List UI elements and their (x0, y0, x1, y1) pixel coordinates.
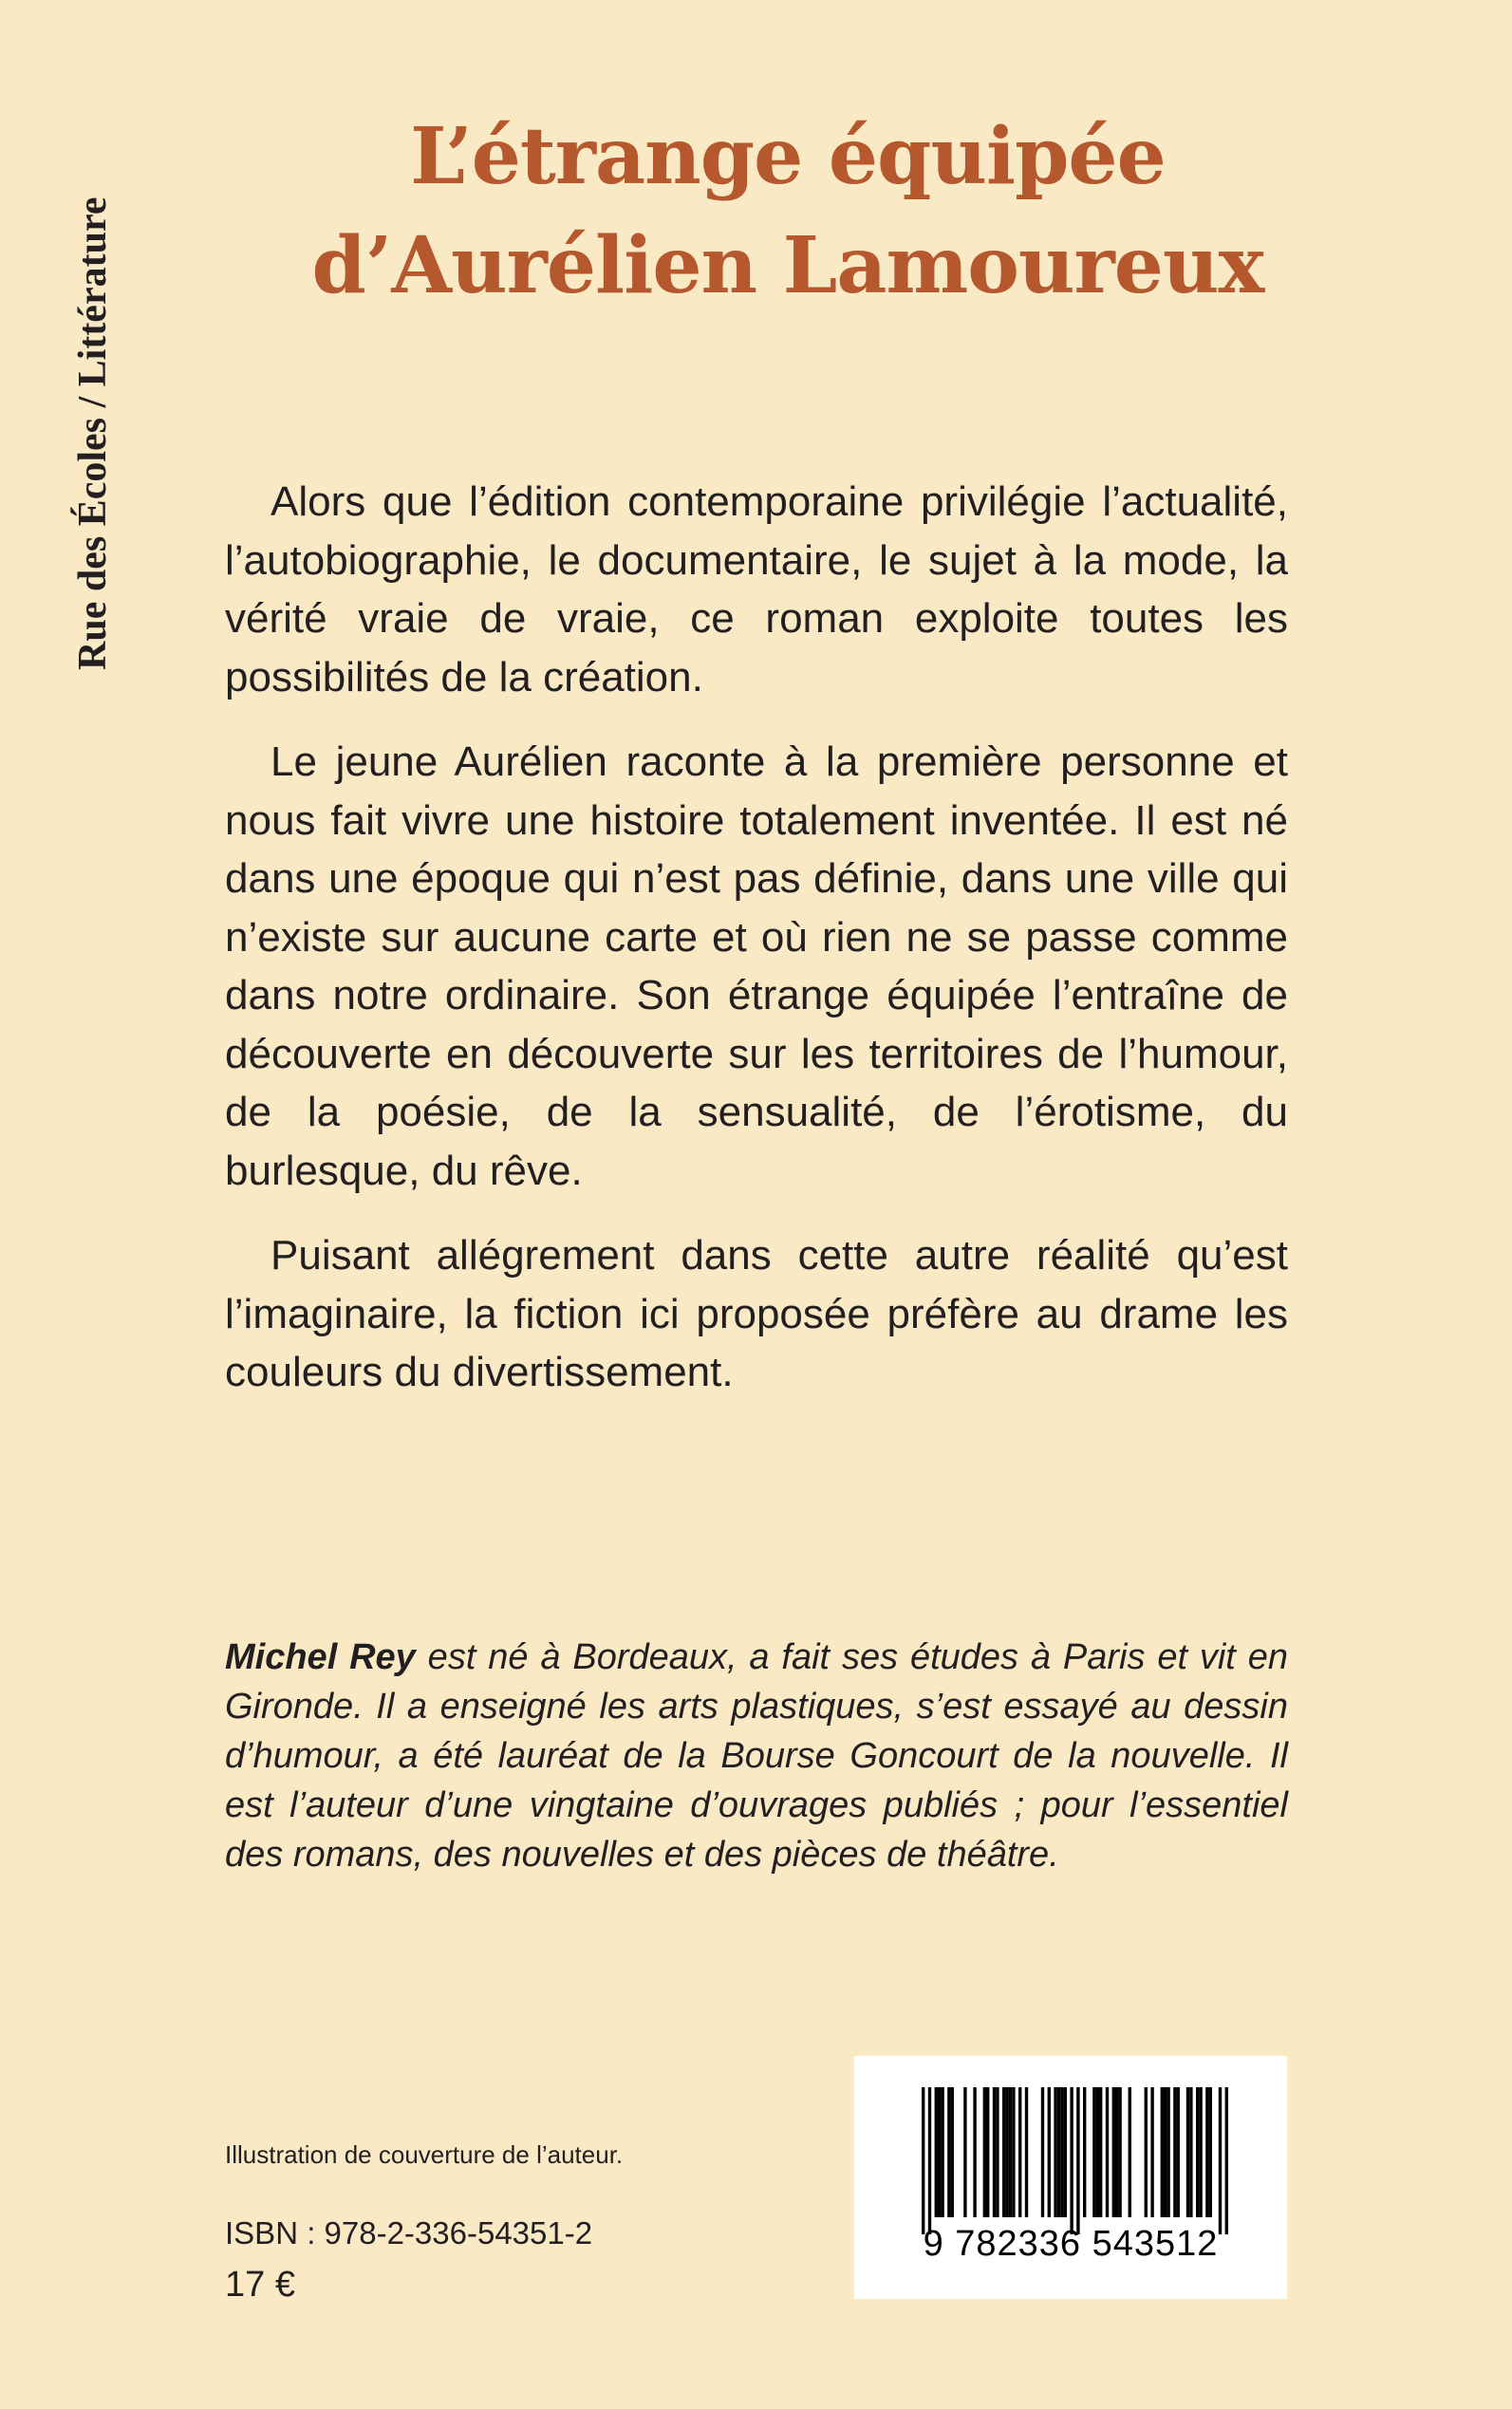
barcode-bar (1092, 2087, 1095, 2217)
author-bio-text: est né à Bordeaux, a fait ses études à Paris et vit en Gironde. Il a enseigné les arts plastiques, s’est essayé au dessin d’humour, a été lauréat de la Bourse Goncourt de la nouvelle. Il est l’auteur d’une vingtaine d’ouvrages publiés ; pour l’essentiel des romans, des nouvelles et des pièces de théâtre. (225, 1637, 1288, 1875)
barcode-bar (1112, 2087, 1115, 2217)
barcode-bar (1177, 2087, 1180, 2217)
barcode-bar (1002, 2087, 1005, 2217)
barcode-bar (1173, 2087, 1176, 2217)
barcode-bar (996, 2087, 999, 2217)
barcode-bar (1096, 2087, 1099, 2217)
barcode-bar (1076, 2087, 1079, 2234)
barcode-bar (1205, 2087, 1208, 2217)
barcode-bar (1118, 2087, 1121, 2217)
barcode-bar (1106, 2087, 1109, 2217)
barcode-bar (1164, 2087, 1167, 2217)
barcode-bar (1025, 2087, 1028, 2217)
barcode-bar (973, 2087, 976, 2217)
barcode-bar (1060, 2087, 1063, 2217)
author-name: Michel Rey (225, 1637, 416, 1677)
barcode-bar (1115, 2087, 1118, 2217)
price: 17 € (225, 2265, 295, 2305)
barcode-bar (986, 2087, 989, 2217)
blurb-paragraph-3: Puisant allégrement dans cette autre réalité qu’est l’imaginaire, la fiction ici proposée préfère au drame les couleurs du divertissement. (225, 1232, 1288, 1395)
barcode-bar (1070, 2087, 1073, 2234)
barcode-bar (1048, 2087, 1051, 2217)
barcode-bar (1099, 2087, 1102, 2217)
barcode-bar (1018, 2087, 1021, 2217)
book-title-line-1: L’étrange équipée (410, 111, 1166, 202)
barcode-bar (951, 2087, 954, 2217)
barcode-bar (1041, 2087, 1044, 2217)
barcode-bar (1186, 2087, 1189, 2217)
barcode-bar (1129, 2087, 1131, 2217)
barcode-bar (1199, 2087, 1202, 2217)
barcode-bar (922, 2087, 924, 2234)
barcode-bar (1009, 2087, 1012, 2217)
barcode-bar (1225, 2087, 1228, 2234)
barcode (854, 2056, 1287, 2299)
book-title-line-2: d’Aurélien Lamoureux (311, 220, 1264, 311)
barcode-bar (1189, 2087, 1192, 2217)
barcode-bar (1012, 2087, 1015, 2217)
barcode-bar (1064, 2087, 1067, 2217)
barcode-bar (963, 2087, 966, 2217)
blurb-paragraph-2: Le jeune Aurélien raconte à la première personne et nous fait vivre une histoire totalement inventée. Il est né dans une époque qui n’est pas définie, dans une ville qui n’existe sur aucune carte et où rien ne se passe comme dans notre ordinaire. Son étrange équipée l’entraîne de découverte en découverte sur les territoires de l’humour, de la poésie, de la sensualité, de l’érotisme, du burlesque, du rêve. (225, 738, 1288, 1194)
barcode-digits: 9 782336 543512 (923, 2224, 1219, 2264)
illustration-credit: Illustration de couverture de l’auteur. (225, 2140, 624, 2169)
author-bio (225, 1633, 1288, 1879)
blurb-paragraph-1: Alors que l’édition contemporaine privilégie l’actualité, l’autobiographie, le documentaire, le sujet à la mode, la vérité vraie de vraie, ce roman exploite toutes les possibilités de la création. (225, 478, 1288, 700)
isbn: ISBN : 978-2-336-54351-2 (225, 2215, 593, 2250)
barcode-bar (1005, 2087, 1008, 2217)
barcode-bar (941, 2087, 943, 2217)
spine-collection-label: Rue des Écoles / Littérature (71, 196, 115, 670)
barcode-bar (938, 2087, 941, 2217)
book-title (171, 103, 1405, 321)
barcode-bar (1083, 2087, 1086, 2217)
barcode-bar (928, 2087, 931, 2234)
barcode-bar (947, 2087, 950, 2217)
barcode-bar (935, 2087, 938, 2217)
barcode-bar (1150, 2087, 1153, 2217)
barcode-bar (1145, 2087, 1148, 2217)
barcode-bar (1196, 2087, 1199, 2217)
barcode-bar (1209, 2087, 1212, 2217)
barcode-bar (993, 2087, 996, 2217)
barcode-bar (1054, 2087, 1056, 2217)
barcode-bar (983, 2087, 986, 2217)
barcode-bar (1167, 2087, 1169, 2217)
barcode-bar (1057, 2087, 1060, 2217)
back-cover-blurb (225, 473, 1288, 1429)
barcode-bar (1161, 2087, 1164, 2217)
barcode-bar (1219, 2087, 1222, 2234)
